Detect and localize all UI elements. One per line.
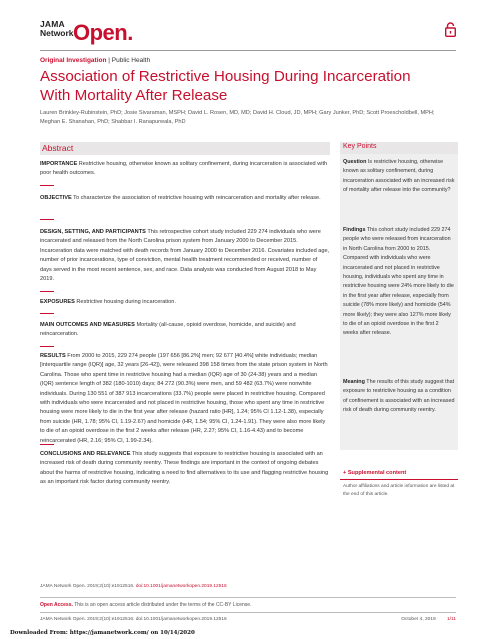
findings-label: Findings: [343, 227, 366, 233]
jama-network-open-logo: [40, 19, 133, 45]
page-number: 1/11: [447, 617, 456, 622]
citation-doi-link[interactable]: doi:10.1001/jamanetworkopen.2019.12516: [135, 584, 227, 589]
footer-rule: [40, 612, 456, 613]
importance-label: IMPORTANCE: [40, 161, 78, 167]
abstract-heading: Abstract: [42, 143, 74, 153]
meaning-text: The results of this study suggest that exposure to restrictive housing as a condition of confinement is associated with an increased risk of death during community reentry.: [343, 379, 455, 414]
key-points-meaning: [343, 378, 455, 416]
open-access-note: [40, 602, 251, 608]
article-category: Public Health: [111, 57, 151, 64]
supplemental-rule: [340, 479, 458, 480]
question-text: Is restrictive housing, otherwise known as solitary confinement, during incarceration associated with an increased risk of mortality after release into the community?: [343, 159, 455, 194]
open-access-rule: [40, 597, 456, 598]
header-rule: [40, 50, 456, 51]
exposures-text: Restrictive housing during incarceration.: [76, 299, 176, 305]
abstract-design: [40, 228, 330, 284]
abstract-objective: [40, 194, 330, 203]
author-list: [40, 109, 460, 127]
logo-jama: JAMA: [40, 19, 65, 29]
open-access-lock-icon: [445, 22, 456, 37]
key-points-question: [343, 158, 455, 196]
findings-text: This cohort study included 229 274 people who were released from incarceration in North Carolina from 2000 to 2015. Compared with individuals who were incarcerated and not placed in restrictive housing, individuals who spent any time in restrictive housing were 24% more likely to die in the first year after release, especially from suicide (78% more likely) and homicide (54% more likely); they were also 127% more likely to die of an opioid overdose in the first 2 weeks after release.: [343, 227, 454, 337]
abstract-results: [40, 352, 330, 446]
open-access-text: This is an open access article distributed under the terms of the CC-BY License.: [74, 602, 252, 608]
article-type: Original Investigation: [40, 57, 107, 64]
section-separator: [40, 313, 54, 314]
download-stamp: Downloaded From: https://jamanetwork.com/ on 10/14/2020: [10, 630, 195, 636]
key-points-heading: Key Points: [343, 143, 377, 150]
supplemental-content-link[interactable]: + Supplemental content: [343, 470, 407, 476]
abstract-exposures: [40, 298, 330, 307]
authors-line-2: Meghan E. Shanahan, PhD; Shabbar I. Ranapurwala, PhD: [40, 119, 186, 126]
section-separator: [40, 185, 54, 186]
question-label: Question: [343, 159, 367, 165]
section-separator: [40, 219, 54, 220]
objective-text: To characterize the association of restrictive housing with reincarceration and mortality after release.: [73, 195, 321, 201]
author-affiliations-note: Author affiliations and article information are listed at the end of this article.: [343, 484, 455, 497]
outcomes-label: MAIN OUTCOMES AND MEASURES: [40, 322, 135, 328]
citation-text: JAMA Network Open. 2019;2(10):e1912516.: [40, 584, 135, 589]
abstract-importance: [40, 160, 330, 179]
section-separator: [40, 346, 54, 347]
title-line-2: With Mortality After Release: [40, 87, 228, 104]
citation-line: [40, 584, 227, 589]
conclusions-label: CONCLUSIONS AND RELEVANCE: [40, 451, 131, 457]
abstract-header-bar: [40, 142, 330, 155]
section-tag: [40, 57, 150, 64]
meaning-label: Meaning: [343, 379, 365, 385]
conclusions-text: This study suggests that exposure to restrictive housing is associated with an increased risk of death during community reentry. These findings are important in the context of ongoing debates about the harms of restrictive housing, indicating a need to find alternatives to its use and flagging restrictive housing as an important risk factor during community reentry.: [40, 451, 329, 486]
results-label: RESULTS: [40, 353, 66, 359]
article-title: [40, 67, 450, 105]
key-points-findings: [343, 226, 455, 339]
results-text: From 2000 to 2015, 229 274 people (197 656 [86.2%] men; 92 677 [40.4%] white individuals; median [interquartile range (IQR)] age, 32 years [26-42]), were released 398 158 times from the state prison system in North Carolina. Those who spent time in restrictive housing had a median (IQR) age of 30 (24-38) years and a median (IQR) sentence length of 382 (180-1010) days; 84 272 (90.3%) were men, and 59 482 (63.7%) were nonwhite individuals. During 130 551 of 387 913 incarcerations (33.7%) people were placed in restrictive housing. Compared with individuals who were incarcerated and not placed in restrictive housing, those who spent any time in restrictive housing were more likely to die in the first year after release (hazard ratio [HR], 1.24; 95% CI 1.12-1.38), especially from suicide (HR, 1.78; 95% CI, 1.19-2.67) and homicide (HR, 1.54; 95% CI, 1.24-1.91). They were also more likely to die of an opioid overdose in the first 2 weeks after release (HR, 2.27; 95% CI, 1.16-4.43) and to become reincarcerated (HR, 2.16; 95% CI, 1.99-2.34).: [40, 353, 328, 444]
section-divider: |: [108, 57, 110, 64]
title-line-1: Association of Restrictive Housing During Incarceration: [40, 68, 411, 85]
outcomes-text: Mortality (all-cause, opioid overdose, homicide, and suicide) and reincarceration.: [40, 322, 296, 338]
exposures-label: EXPOSURES: [40, 299, 75, 305]
section-separator: [40, 291, 54, 292]
abstract-conclusions: [40, 450, 330, 488]
importance-text: Restrictive housing, otherwise known as solitary confinement, during incarceration is associated with poor health outcomes.: [40, 161, 328, 177]
objective-label: OBJECTIVE: [40, 195, 72, 201]
authors-line-1: Lauren Brinkley-Rubinstein, PhD; Josie Sivaraman, MSPH; David L. Rosen, MD, MD; David H. Cloud, JD, MPH; Gary Junker, PhD; Scott Proescholdbell, MPH;: [40, 110, 435, 116]
design-label: DESIGN, SETTING, AND PARTICIPANTS: [40, 229, 146, 235]
footer-citation: JAMA Network Open. 2019;2(10):e1912516. doi:10.1001/jamanetworkopen.2019.12516: [40, 617, 227, 622]
footer-right: [401, 617, 456, 622]
logo-open: Open.: [73, 20, 133, 45]
design-text: This retrospective cohort study included 229 274 individuals who were incarcerated and released from the North Carolina prison system from January 2000 to December 2015. Incarceration data were matched with death records from January 2000 to December 2016. Covariates included age, number of prior incarcerations, type of conviction, mental health treatment recommended or received, number of days served in the most recent sentence, sex, and race. Data analysis was conducted from August 2018 to May 2019.: [40, 229, 330, 283]
section-separator: [40, 444, 54, 445]
abstract-outcomes: [40, 321, 330, 340]
logo-network: Network: [40, 28, 74, 38]
open-access-label: Open Access.: [40, 602, 73, 608]
footer-date: October 4, 2019: [401, 617, 436, 622]
